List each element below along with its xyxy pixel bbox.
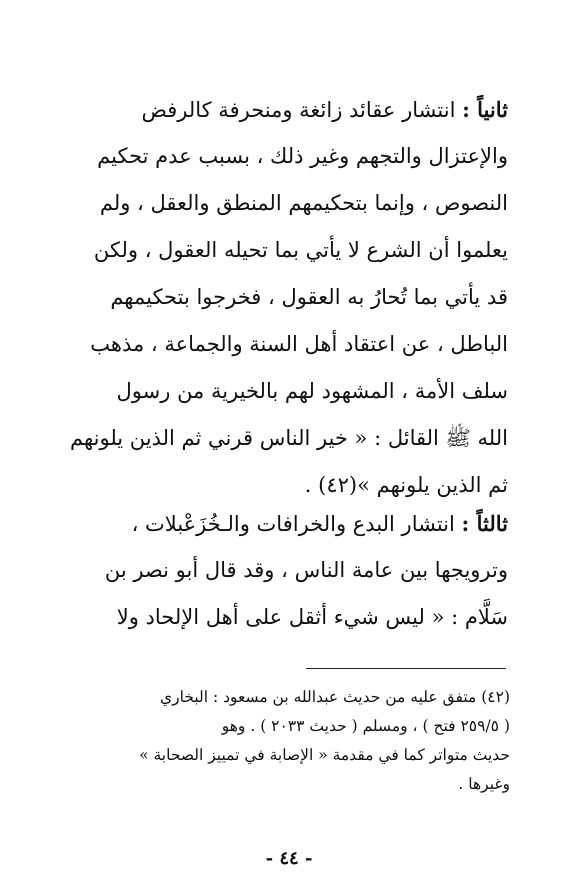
- point-heading: ثانياً :: [462, 97, 508, 122]
- paragraph-line: سَلَّام : « ليس شيء أثقل على أهل الإلحاد ولا: [116, 605, 508, 629]
- footnote-line: حديث متواتر كما في مقدمة « الإصابة في تمييز الصحابة »: [139, 746, 510, 764]
- line-text: انتشار عقائد زائغة ومنحرفة كالرفض: [141, 98, 456, 122]
- paragraph-line: الباطل ، عن اعتقاد أهل السنة والجماعة ، مذهب: [90, 332, 508, 356]
- page-number: - ٤٤ -: [265, 848, 313, 869]
- point-heading: ثالثاً :: [461, 511, 508, 536]
- paragraph-line: يعلموا أن الشرع لا يأتي بما تحيله العقول ، ولكن: [93, 238, 508, 262]
- paragraph-line: [38, 500, 508, 547]
- footnote-line: وغيرها .: [458, 775, 510, 793]
- line-text: انتشار البدع والخرافات والـخُزَعْبلات ،: [131, 512, 455, 536]
- paragraph-line: قد يأتي بما تُحارُ به العقول ، فخرجوا بتحكيمهم: [110, 285, 508, 309]
- footnote-line: (٤٢) متفق عليه من حديث عبدالله بن مسعود : البخاري: [159, 688, 510, 706]
- paragraph-line: الله ﷺ القائل : « خير الناس قرني ثم الذين يلونهم: [69, 426, 508, 450]
- footnote-line: ( ٢٥٩/٥ فتح ) ، ومسلم ( حديث ٢٠٣٣ ) . وهو: [221, 717, 510, 735]
- footnote: [60, 683, 510, 799]
- paragraph-line: [38, 86, 508, 133]
- paragraph-line: ثم الذين يلونهم »(٤٢) .: [304, 473, 508, 497]
- footnote-separator: [306, 668, 506, 669]
- paragraph-line: سلف الأمة ، المشهود لهم بالخيرية من رسول: [116, 379, 508, 403]
- paragraph-line: النصوص ، وإنما بتحكيمهم المنطق والعقل ، ولم: [99, 191, 508, 215]
- paragraph-line: والإعتزال والتجهم وغير ذلك ، بسبب عدم تحكيم: [97, 144, 508, 168]
- paragraph-third-point: [38, 500, 508, 641]
- paragraph-second-point: [38, 86, 508, 509]
- paragraph-line: وترويجها بين عامة الناس ، وقد قال أبو نصر بن: [104, 558, 508, 582]
